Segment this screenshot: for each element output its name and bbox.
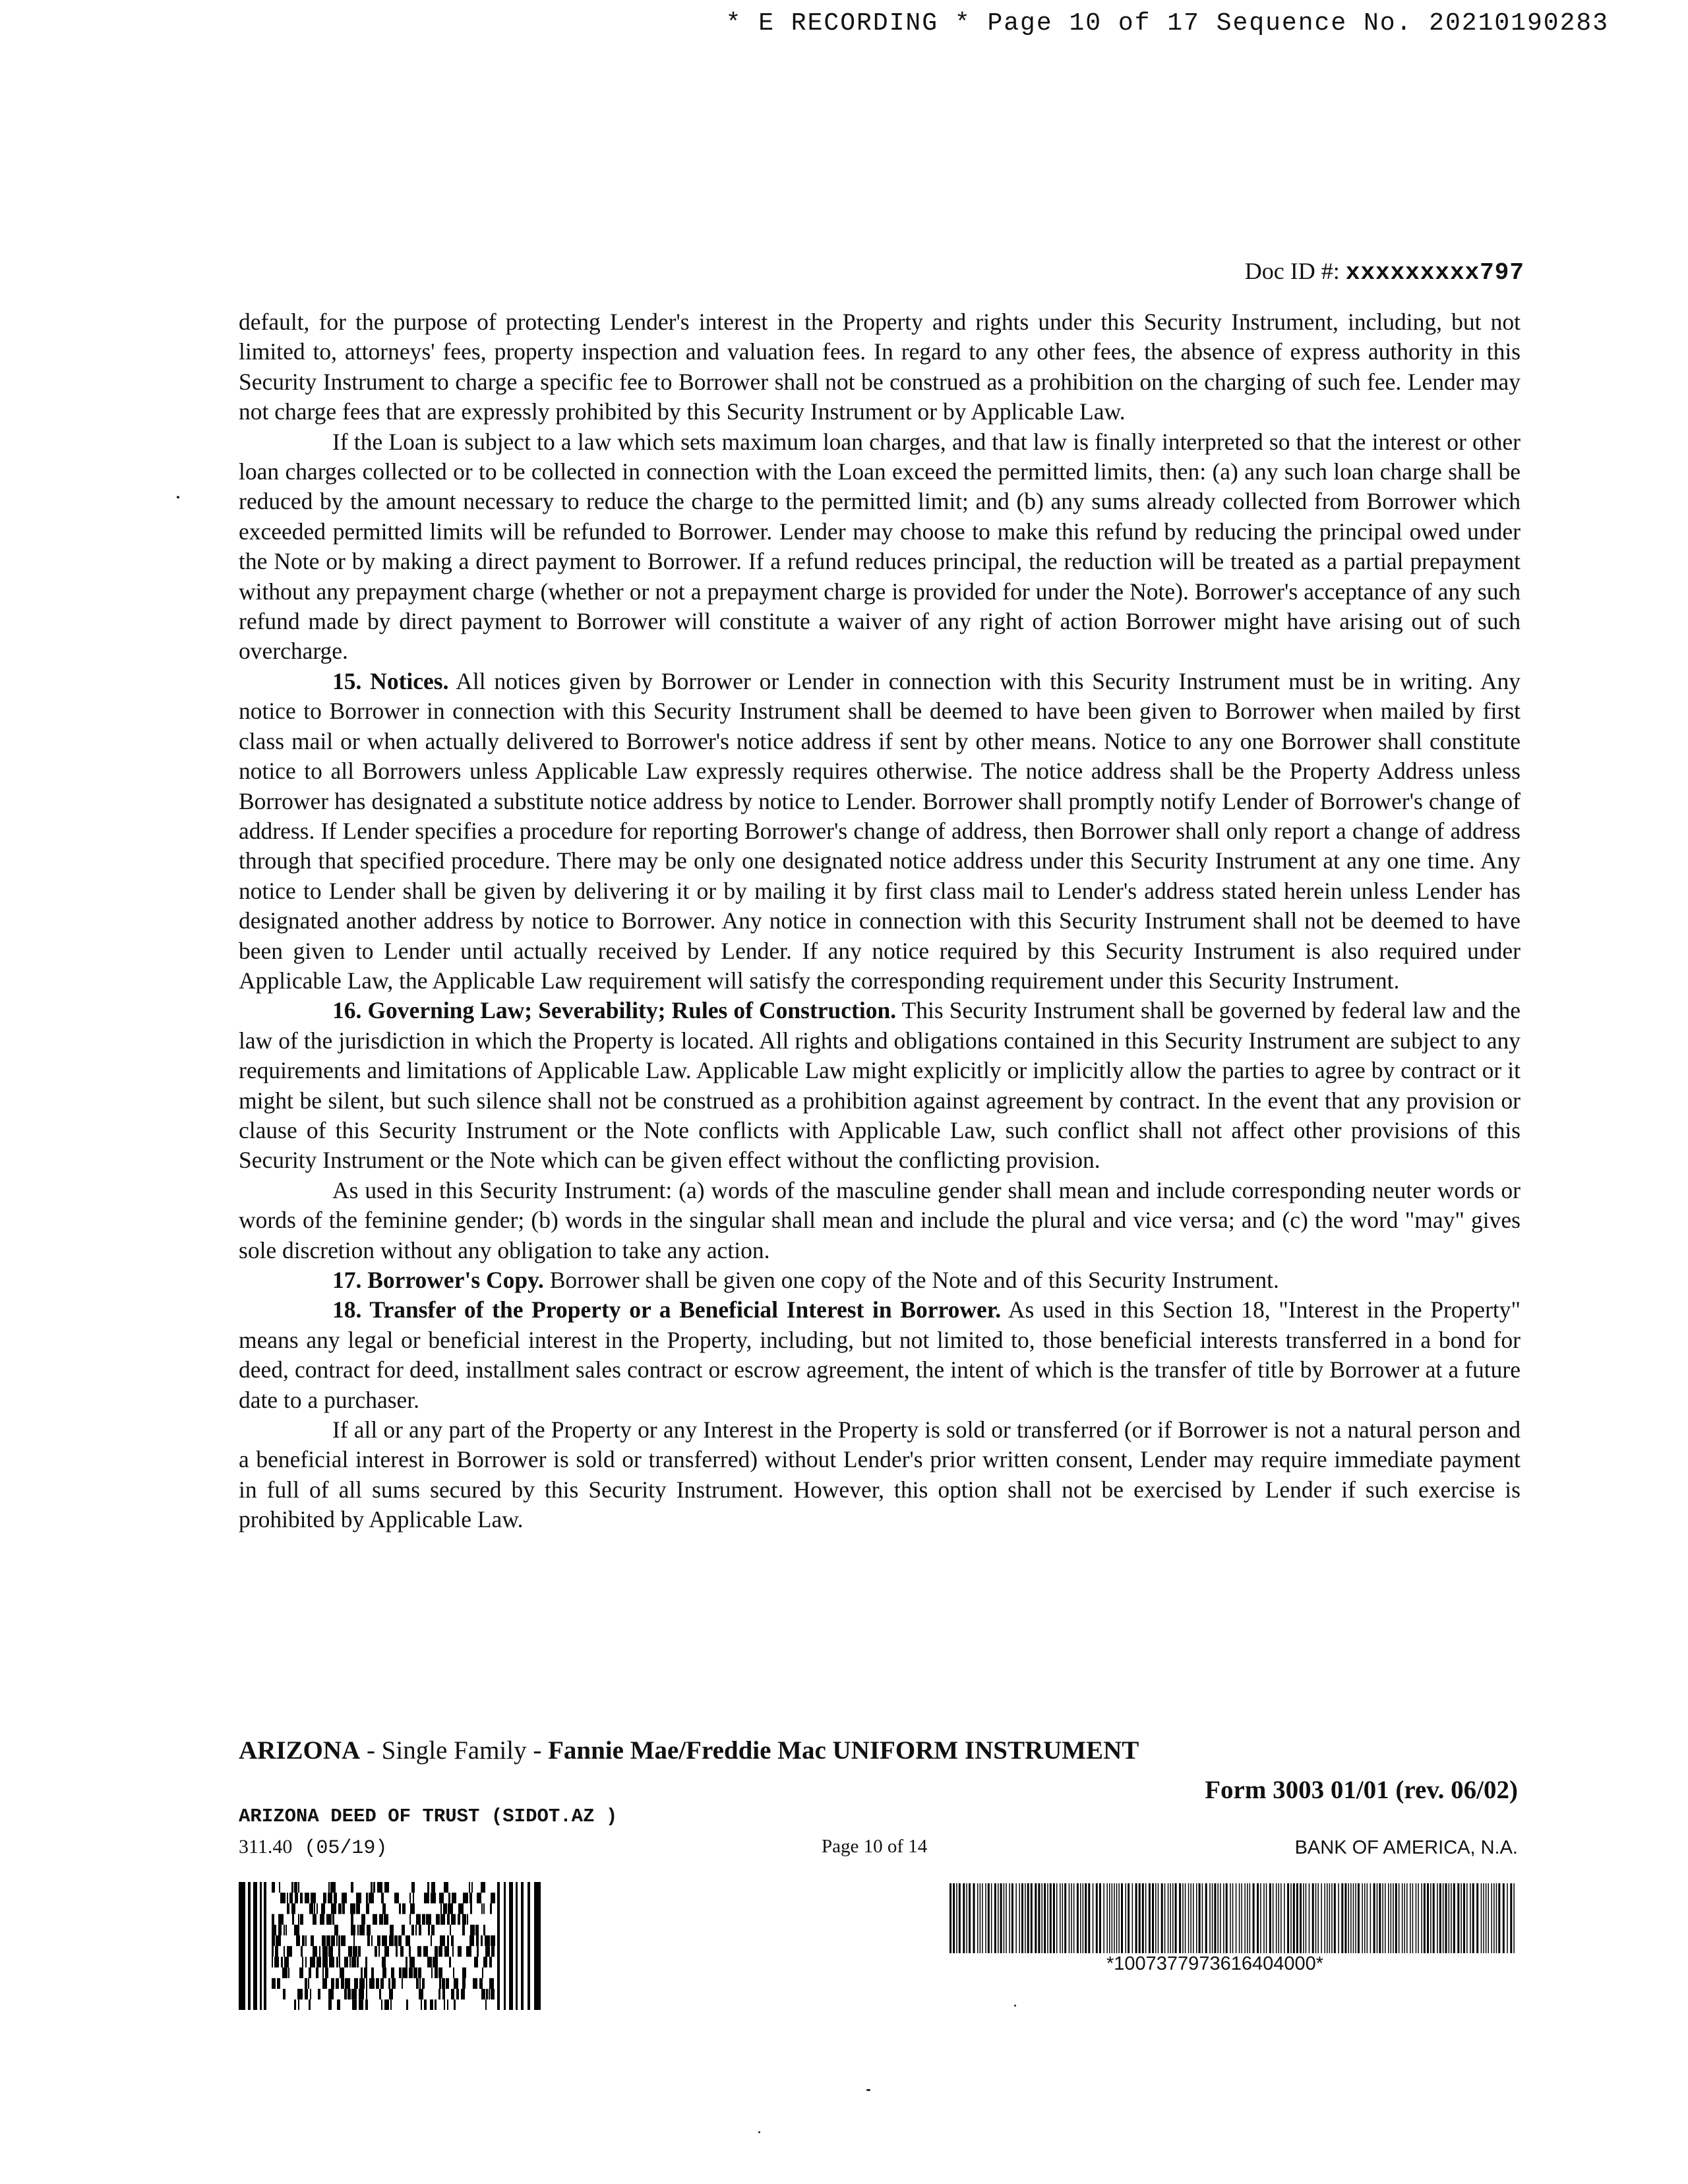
form-version-date: (05/19) [292,1837,388,1860]
paragraph-fees: default, for the purpose of protecting Lender's interest in the Property and rights under this Security Instrument, including, but not limited to, attorneys' fees, property inspection and valuation fees. In regard to any other fees, the absence of express authority in this Security Instrument to charge a specific fee to Borrower shall not be construed as a prohibition on the charging of such fee. Lender may not charge fees that are expressly prohibited by this Security Instrument or by Applicable Law. [239,309,1521,425]
linear-barcode-icon [950,1883,1521,1953]
doc-id-value: xxxxxxxxx797 [1345,259,1524,286]
section-17-heading: 17. Borrower's Copy. [332,1267,544,1293]
section-15-heading: 15. Notices. [332,667,449,694]
section-15-notices [239,667,1521,996]
document-body [239,307,1521,1535]
section-16-heading: 16. Governing Law; Severability; Rules of Construction. [332,997,897,1024]
doc-id [1245,257,1524,286]
section-18-transfer [239,1295,1521,1415]
section-16-governing-law [239,996,1521,1175]
scan-speck [1014,2005,1016,2007]
barcode-number: *1007377973616404000* [1106,1953,1324,1974]
paragraph-transfer-consent: If all or any part of the Property or any Interest in the Property is sold or transferred (or if Borrower is not a natural person and a beneficial interest in Borrower is sold or transferred) without Lender's prior written consent, Lender may require immediate payment in full of all sums secured by this Security Instrument. However, this option shall not be exercised by Lender if such exercise is prohibited by Applicable Law. [239,1416,1521,1533]
section-17-borrowers-copy [239,1265,1521,1295]
paragraph-construction: As used in this Security Instrument: (a) words of the masculine gender shall mean and include corresponding neuter words or words of the feminine gender; (b) words in the singular shall mean and include the plural and vice versa; and (c) the word "may" gives sole discretion without any obligation to take any action. [239,1176,1521,1263]
form-version-number: 311.40 [239,1836,293,1858]
section-16-text: This Security Instrument shall be governed by federal law and the law of the jurisdiction in which the Property is located. All rights and obligations contained in this Security Instrument are subject to any requirements and limitations of Applicable Law. Applicable Law might explicitly or implicitly allow the parties to agree by contract or it might be silent, but such silence shall not be construed as a prohibition against agreement by contract. In the event that any provision or clause of this Security Instrument or the Note conflicts with Applicable Law, such conflict shall not affect other provisions of this Security Instrument or the Note which can be given effect without the conflicting provision. [239,997,1521,1174]
footer-uniform: Fannie Mae/Freddie Mac UNIFORM INSTRUMENT [548,1736,1139,1765]
footer-title [239,1736,1139,1765]
paragraph-loan-charges: If the Loan is subject to a law which sets maximum loan charges, and that law is finally interpreted so that the interest or other loan charges collected or to be collected in connection with the Loan exceed the permitted limits, then: (a) any such loan charge shall be reduced by the amount necessary to reduce the charge to the permitted limit; and (b) any sums already collected from Borrower which exceeded permitted limits will be refunded to Borrower. Lender may choose to make this refund by reducing the principal owed under the Note or by making a direct payment to Borrower. If a refund reduces principal, the reduction will be treated as a partial prepayment without any prepayment charge (whether or not a prepayment charge is provided for under the Note). Borrower's acceptance of any such refund made by direct payment to Borrower will constitute a waiver of any right of action Borrower might have arising out of such overcharge. [239,428,1521,665]
deed-title: ARIZONA DEED OF TRUST (SIDOT.AZ ) [239,1805,618,1827]
section-15-text: All notices given by Borrower or Lender in connection with this Security Instrument must be in writing. Any notice to Borrower in connection with this Security Instrument shall be deemed to have been given to Borrower when mailed by first class mail or when actually delivered to Borrower's notice address if sent by other means. Notice to any one Borrower shall constitute notice to all Borrowers unless Applicable Law expressly requires otherwise. The notice address shall be the Property Address unless Borrower has designated a substitute notice address by notice to Lender. Borrower shall promptly notify Lender of Borrower's change of address. If Lender specifies a procedure for reporting Borrower's change of address, then Borrower shall only report a change of address through that specified procedure. There may be only one designated notice address under this Security Instrument at any one time. Any notice to Lender shall be given by delivering it or by mailing it by first class mail to Lender's address stated herein unless Lender has designated another address by notice to Borrower. Any notice in connection with this Security Instrument shall not be deemed to have been given to Lender until actually received by Lender. If any notice required by this Security Instrument is also required under Applicable Law, the Applicable Law requirement will satisfy the corresponding requirement under this Security Instrument. [239,667,1521,994]
recording-stamp: * E RECORDING * Page 10 of 17 Sequence No. 20210190283 [725,9,1609,38]
bank-name: BANK OF AMERICA, N.A. [1294,1837,1518,1858]
footer-state: ARIZONA [239,1736,361,1765]
section-18-text: As used in this Section 18, "Interest in the Property" means any legal or beneficial interest in the Property, including, but not limited to, those beneficial interests transferred in a bond for deed, contract for deed, installment sales contract or escrow agreement, the intent of which is the transfer of title by Borrower at a future date to a purchaser. [239,1296,1521,1413]
form-version [239,1836,387,1860]
form-number: Form 3003 01/01 (rev. 06/02) [1205,1776,1518,1804]
scan-speck [758,2131,760,2133]
pdf417-barcode-icon [239,1882,545,2010]
section-17-text: Borrower shall be given one copy of the Note and of this Security Instrument. [543,1267,1279,1293]
doc-id-label: Doc ID #: [1244,258,1346,284]
footer-family: - Single Family - [360,1736,549,1765]
scan-speck [866,2089,870,2091]
section-18-heading: 18. Transfer of the Property or a Beneficial Interest in Borrower. [332,1296,1002,1323]
page-number: Page 10 of 14 [822,1836,928,1857]
scan-speck [177,496,179,499]
